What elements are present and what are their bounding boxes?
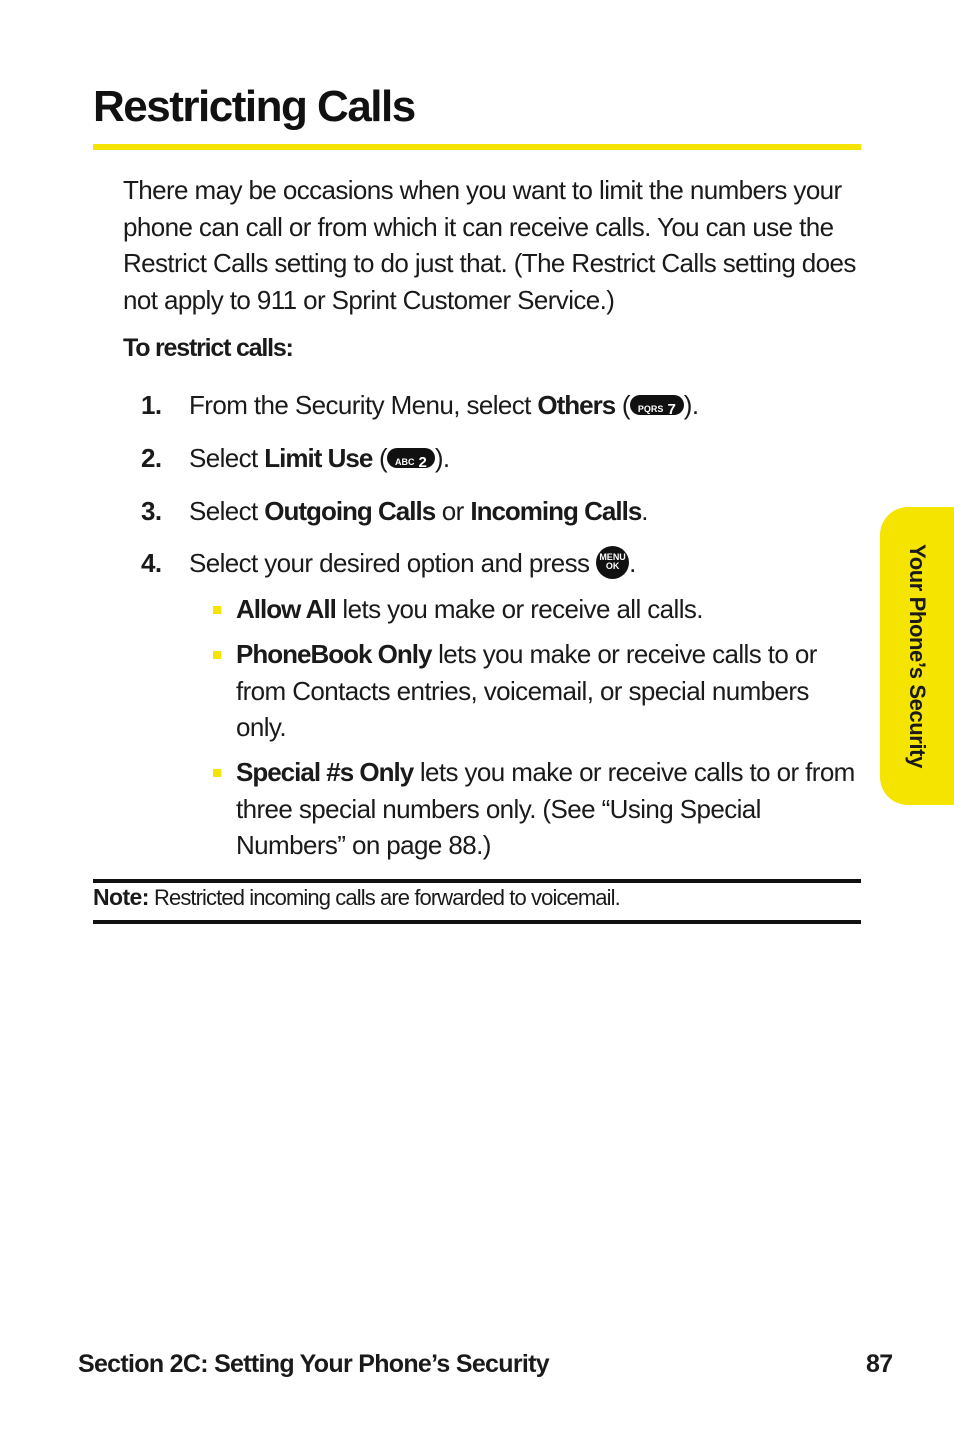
bullet-square-icon xyxy=(213,769,221,777)
menu-ok-key-icon: MENU OK xyxy=(596,546,629,579)
step-number: 1. xyxy=(141,390,162,420)
option-description: lets you make or receive calls to or from three special numbers only. (See “Using Special Numbers” on page 88.) xyxy=(236,757,855,860)
option-description: lets you make or receive calls to or from Contacts entries, voicemail, or special numbers only. xyxy=(236,639,817,742)
step-text: Select Limit Use ( ABC 2 ). xyxy=(189,443,450,473)
bullet-square-icon xyxy=(213,651,221,659)
option-term: PhoneBook Only xyxy=(236,639,432,669)
option-special-numbers-only xyxy=(213,754,861,864)
step-text: From the Security Menu, select Others ( PQRS 7 ). xyxy=(189,390,699,420)
note-box xyxy=(93,884,620,911)
step-number: 3. xyxy=(141,496,162,526)
menu-option-outgoing-calls: Outgoing Calls xyxy=(264,496,436,526)
option-term: Allow All xyxy=(236,594,336,624)
key-7-icon: PQRS 7 xyxy=(630,395,684,415)
page-title: Restricting Calls xyxy=(93,82,415,131)
option-term: Special #s Only xyxy=(236,757,414,787)
note-label: Note: xyxy=(93,884,149,910)
step-number: 2. xyxy=(141,443,162,473)
bullet-square-icon xyxy=(213,606,221,614)
page-number: 87 xyxy=(866,1350,893,1378)
procedure-heading: To restrict calls: xyxy=(123,334,293,362)
key-2-icon: ABC 2 xyxy=(387,448,435,468)
menu-option-limit-use: Limit Use xyxy=(264,443,373,473)
title-underline xyxy=(93,144,861,150)
step-number: 4. xyxy=(141,548,162,578)
intro-paragraph: There may be occasions when you want to limit the numbers your phone can call or from which it can receive calls. You can use the Restrict Calls setting to do just that. (The Restrict Calls setting does not apply to 911 or Sprint Customer Service.) xyxy=(123,175,856,316)
step-text: Select Outgoing Calls or Incoming Calls. xyxy=(189,496,648,526)
option-phonebook-only xyxy=(213,636,861,746)
side-tab-label: Your Phone’s Security xyxy=(905,544,930,768)
menu-option-others: Others xyxy=(537,390,616,420)
note-bottom-rule xyxy=(93,920,861,924)
step-text: Select your desired option and press MENU OK . xyxy=(189,545,636,582)
option-description: lets you make or receive all calls. xyxy=(335,594,703,624)
menu-option-incoming-calls: Incoming Calls xyxy=(470,496,642,526)
note-top-rule xyxy=(93,879,861,883)
option-allow-all xyxy=(213,591,861,628)
note-text: Restricted incoming calls are forwarded to voicemail. xyxy=(148,885,620,910)
footer-section-title: Section 2C: Setting Your Phone’s Security xyxy=(78,1350,549,1378)
